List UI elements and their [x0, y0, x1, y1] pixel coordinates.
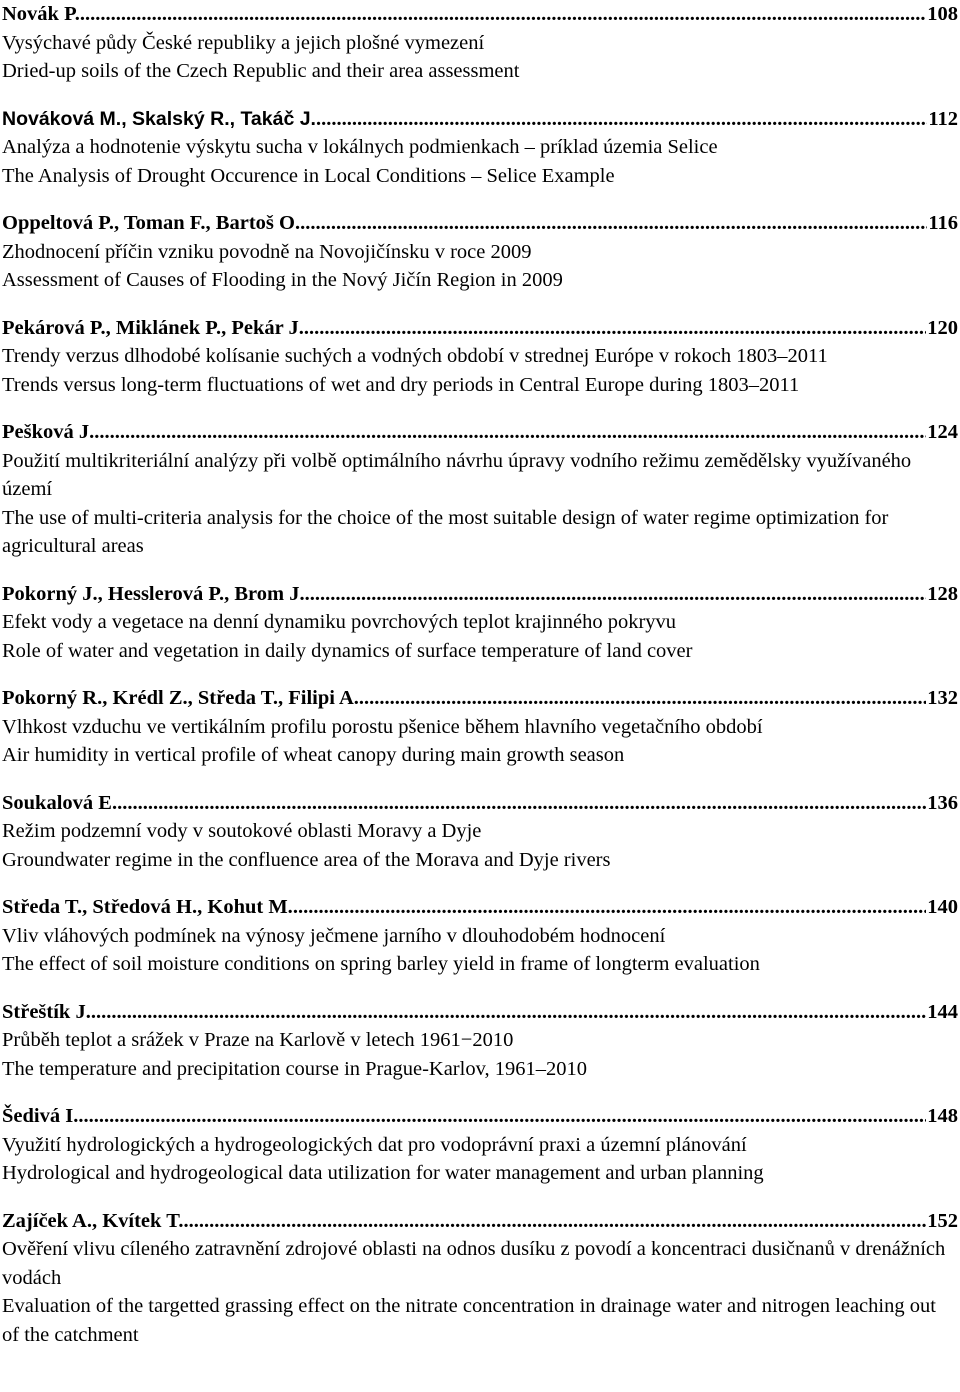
- entry-title-en: The effect of soil moisture conditions on spring barley yield in frame of longterm evaluation: [2, 953, 760, 975]
- dot-leader: [359, 684, 926, 713]
- entry-title-cz: Trendy verzus dlhodobé kolísanie suchých a vodných období v strednej Európe v rokoch 1803–2011: [2, 345, 828, 367]
- entry-heading[interactable]: [2, 105, 958, 134]
- entry-page-number: 116: [928, 212, 958, 234]
- entry-page-number: 136: [927, 791, 958, 814]
- entry-title-cz: Efekt vody a vegetace na denní dynamiku povrchových teplot krajinného pokryvu: [2, 611, 677, 633]
- entry-page-number: 132: [927, 687, 958, 709]
- entry-title-en: Air humidity in vertical profile of wheat canopy during main growth season: [2, 744, 625, 766]
- entry-title-en: Assessment of Causes of Flooding in the Nový Jičín Region in 2009: [2, 269, 563, 291]
- dot-leader: [183, 1207, 926, 1236]
- dot-leader: [300, 209, 927, 238]
- dot-leader: [91, 998, 926, 1027]
- toc-entry: [2, 418, 958, 561]
- toc-entry: [2, 998, 958, 1084]
- entry-authors: Pešková J.: [2, 421, 95, 443]
- entry-title-cz: Ověření vlivu cíleného zatravnění zdrojové oblasti na odnos dusíku z povodí a koncentraci dusičnanů v drenážních vodách: [2, 1238, 946, 1289]
- entry-page-number: 152: [927, 1209, 958, 1232]
- entry-title-en: Dried-up soils of the Czech Republic and their area assessment: [2, 60, 520, 82]
- entry-title-en: Evaluation of the targetted grassing effect on the nitrate concentration in drainage water and nitrogen leaching out of the catchment: [2, 1295, 936, 1346]
- entry-heading[interactable]: [2, 998, 958, 1027]
- entry-title-en: Role of water and vegetation in daily dynamics of surface temperature of land cover: [2, 639, 693, 662]
- entry-heading[interactable]: [2, 314, 958, 343]
- entry-title-cz: Vysýchavé půdy České republiky a jejich plošné vymezení: [2, 31, 485, 54]
- entry-heading[interactable]: [2, 0, 958, 29]
- entry-title-cz: Použití multikriteriální analýzy při volbě optimálního návrhu úpravy vodního režimu zemědělsky využívaného území: [2, 449, 912, 500]
- dot-leader: [293, 893, 926, 922]
- entry-page-number: 108: [927, 3, 958, 25]
- entry-title-cz: Analýza a hodnotenie výskytu sucha v lokálnych podmienkach – príklad územia Selice: [2, 136, 718, 158]
- entry-title-en: Hydrological and hydrogeological data utilization for water management and urban planning: [2, 1162, 764, 1184]
- entry-page-number: 128: [927, 582, 958, 605]
- entry-heading[interactable]: [2, 418, 958, 447]
- entry-title-cz: Využití hydrologických a hydrogeologických dat pro vodoprávní praxi a územní plánování: [2, 1133, 747, 1156]
- toc-entry: [2, 684, 958, 770]
- toc-entry: [2, 1102, 958, 1188]
- dot-leader: [117, 789, 926, 818]
- entry-authors: Zajíček A., Kvítek T.: [2, 1209, 184, 1232]
- entry-heading[interactable]: [2, 209, 958, 238]
- dot-leader: [304, 314, 926, 343]
- entry-heading[interactable]: [2, 580, 958, 609]
- entry-page-number: 124: [927, 421, 958, 443]
- entry-title-en: Groundwater regime in the confluence area of the Morava and Dyje rivers: [2, 848, 611, 871]
- dot-leader: [305, 580, 927, 609]
- entry-page-number: 144: [927, 1000, 958, 1023]
- toc-entry: [2, 209, 958, 295]
- entry-page-number: 148: [927, 1105, 958, 1127]
- entry-title-cz: Režim podzemní vody v soutokové oblasti Moravy a Dyje: [2, 820, 482, 842]
- toc-entry: [2, 105, 958, 191]
- entry-authors: Oppeltová P., Toman F., Bartoš O.: [2, 212, 301, 234]
- entry-authors: Nováková M., Skalský R., Takáč J.: [2, 107, 316, 130]
- entry-page-number: 112: [928, 107, 958, 130]
- entry-authors: Pekárová P., Miklánek P., Pekár J.: [2, 316, 304, 339]
- entry-heading[interactable]: [2, 789, 958, 818]
- entry-heading[interactable]: [2, 1102, 958, 1131]
- dot-leader: [94, 418, 926, 447]
- dot-leader: [316, 105, 927, 134]
- entry-page-number: 120: [927, 316, 958, 339]
- dot-leader: [80, 0, 926, 29]
- toc-entry: [2, 789, 958, 875]
- entry-authors: Novák P.: [2, 3, 80, 25]
- entry-authors: Středa T., Středová H., Kohut M.: [2, 896, 293, 918]
- entry-authors: Pokorný R., Krédl Z., Středa T., Filipi A.: [2, 687, 359, 709]
- entry-page-number: 140: [927, 896, 958, 918]
- entry-title-cz: Průběh teplot a srážek v Praze na Karlově v letech 1961−2010: [2, 1029, 514, 1051]
- entry-title-cz: Vliv vláhových podmínek na výnosy ječmene jarního v dlouhodobém hodnocení: [2, 924, 666, 947]
- toc-entry: [2, 893, 958, 979]
- toc-entry: [2, 1207, 958, 1350]
- entry-authors: Pokorný J., Hesslerová P., Brom J.: [2, 582, 305, 605]
- entry-title-en: The use of multi-criteria analysis for the choice of the most suitable design of water regime optimization for agricultural areas: [2, 506, 889, 557]
- entry-authors: Soukalová E.: [2, 791, 118, 814]
- toc-entry: [2, 580, 958, 666]
- toc-entry: [2, 314, 958, 400]
- entry-title-cz: Zhodnocení příčin vzniku povodně na Novojičínsku v roce 2009: [2, 240, 532, 263]
- entry-title-en: Trends versus long-term fluctuations of wet and dry periods in Central Europe during 1803–2011: [2, 373, 800, 396]
- entry-title-en: The Analysis of Drought Occurence in Local Conditions – Selice Example: [2, 164, 615, 187]
- dot-leader: [78, 1102, 926, 1131]
- entry-title-cz: Vlhkost vzduchu ve vertikálním profilu porostu pšenice během hlavního vegetačního období: [2, 715, 763, 738]
- entry-heading[interactable]: [2, 893, 958, 922]
- entry-title-en: The temperature and precipitation course in Prague-Karlov, 1961–2010: [2, 1057, 588, 1080]
- entry-heading[interactable]: [2, 684, 958, 713]
- entry-authors: Střeštík J.: [2, 1000, 91, 1023]
- entry-authors: Šedivá I.: [2, 1105, 79, 1127]
- toc-entry: [2, 0, 958, 86]
- table-of-contents: [2, 0, 958, 1368]
- entry-heading[interactable]: [2, 1207, 958, 1236]
